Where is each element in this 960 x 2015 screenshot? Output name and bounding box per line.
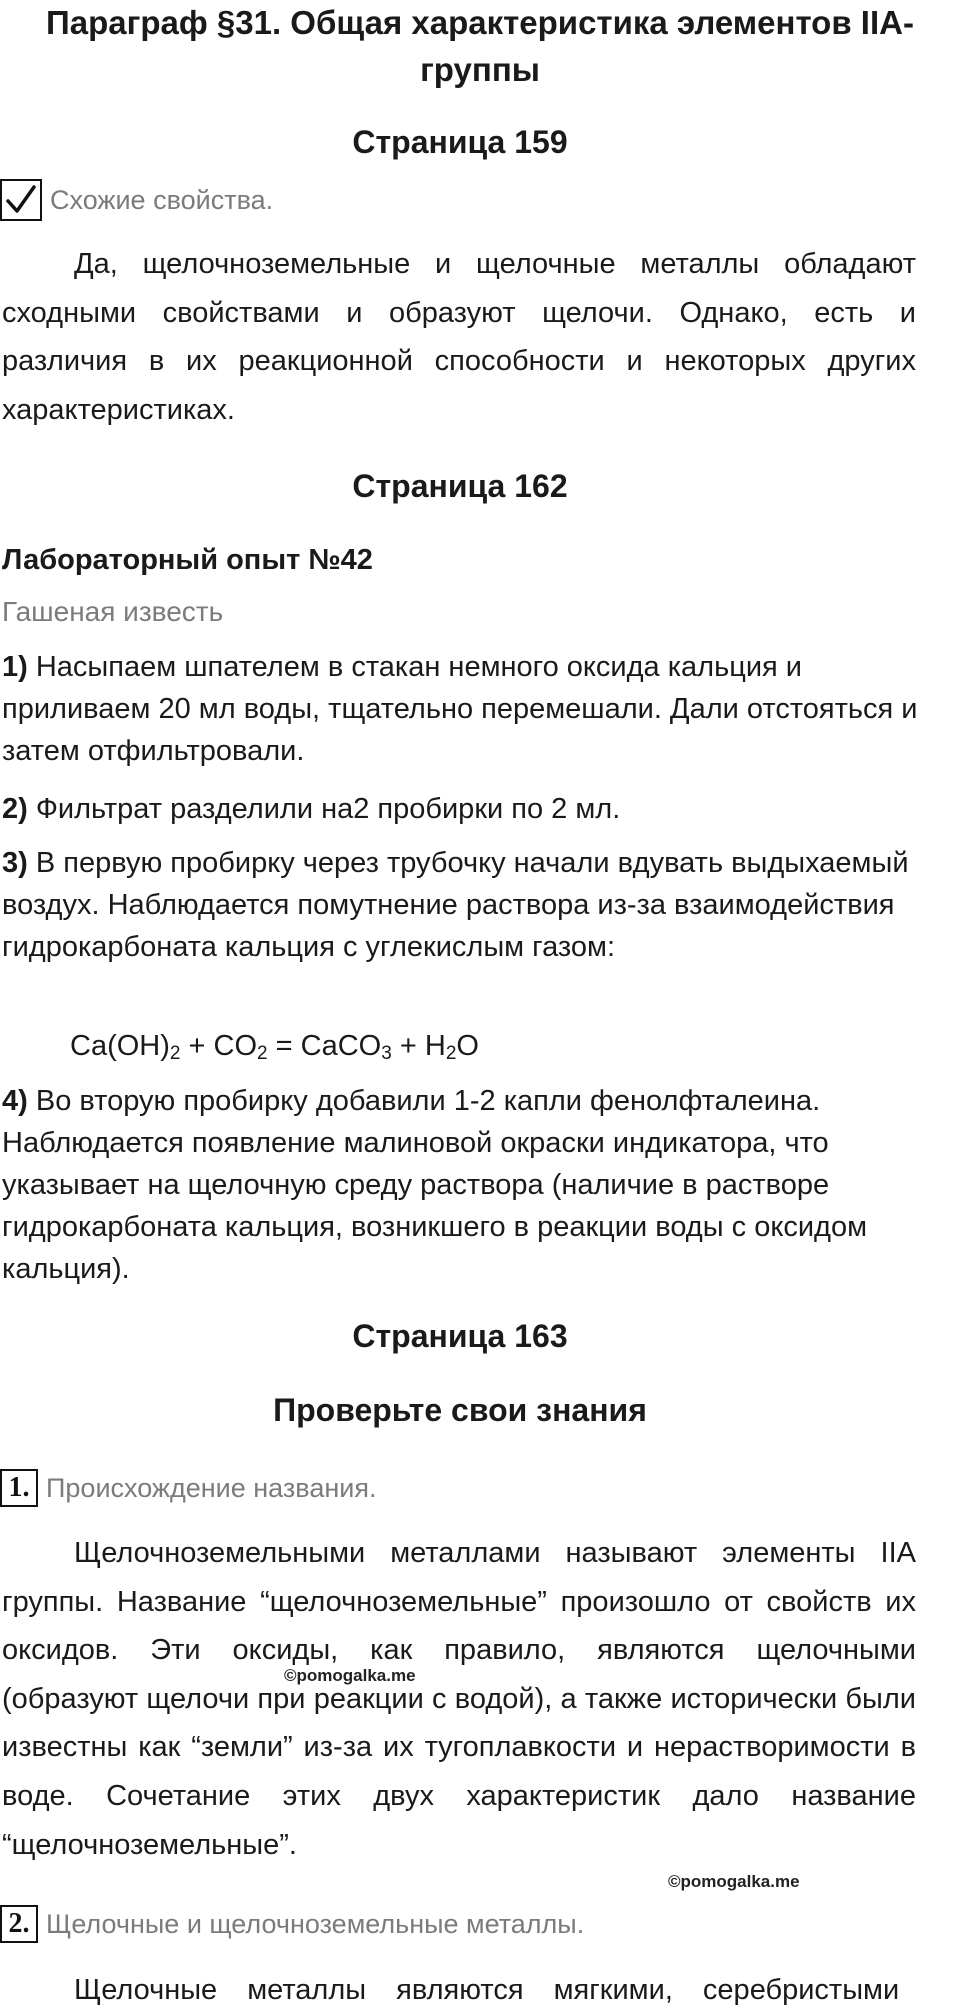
lab-step-3: 3) В первую пробирку через трубочку начали вдувать выдыхаемый воздух. Наблюдается помутнение раствора из-за взаимодействия гидрокарбоната кальция с углекислым газом:	[2, 847, 909, 963]
lab-step-4: 4) Во вторую пробирку добавили 1-2 капли фенолфталеина. Наблюдается появление малиновой окраски индикатора, что указывает на щелочную среду раствора (наличие в растворе гидрокарбоната кальция, возникшего в реакции воды с оксидом кальция).	[2, 1085, 868, 1285]
question-number-badge: 2.	[0, 1905, 38, 1943]
question-label: Происхождение названия.	[46, 1472, 377, 1503]
heading-page-159: Страница 159	[352, 124, 568, 160]
chemical-equation: $Ca(OH)_2 + CO_2$ = CaCO$_3$ + $H_2O$	[70, 1030, 479, 1064]
lab-step-1: 1) Насыпаем шпателем в стакан немного оксида кальция и приливаем 20 мл воды, тщательно перемешали. Дали отстояться и затем отфильтровали.	[2, 651, 918, 767]
page-title: Параграф §31. Общая характеристика элементов IIA- группы	[46, 4, 914, 88]
question-number-badge: 1.	[0, 1469, 38, 1507]
answer-1: Щелочноземельными металлами называют элементы IIA группы. Название “щелочноземельные” произошло от свойств их оксидов. Эти оксиды, как правило, являются щелочными (образуют щелочи при реакции с водой), а также исторически были известны как “земли” из-за их тугоплавкости и нерастворимости в воде. Сочетание этих двух характеристик дало название “щелочноземельные”.	[2, 1537, 916, 1861]
lab-title: Лабораторный опыт №42	[2, 544, 373, 576]
watermark: ©pomogalka.me	[284, 1666, 416, 1685]
answer-2: Щелочные металлы являются мягкими, серебристыми	[74, 1974, 900, 2006]
heading-check-knowledge: Проверьте свои знания	[273, 1392, 647, 1428]
watermark: ©pomogalka.me	[668, 1872, 800, 1891]
question-1	[0, 1466, 376, 1510]
question-2	[0, 1902, 584, 1946]
lab-step-2: 2) Фильтрат разделили на2 пробирки по 2 мл.	[2, 793, 621, 825]
question-label: Щелочные и щелочноземельные металлы.	[46, 1908, 585, 1939]
heading-page-163: Страница 163	[352, 1318, 568, 1354]
heading-page-162: Страница 162	[352, 468, 568, 504]
answer-similar-properties: Да, щелочноземельные и щелочные металлы обладают сходными свойствами и образуют щелочи. Однако, есть и различия в их реакционной способности и некоторых других характеристиках.	[2, 248, 916, 426]
question-similar-properties	[0, 178, 273, 222]
question-label: Схожие свойства.	[50, 184, 274, 215]
checkmark-icon	[0, 179, 42, 221]
lab-subtitle: Гашеная известь	[2, 596, 224, 627]
